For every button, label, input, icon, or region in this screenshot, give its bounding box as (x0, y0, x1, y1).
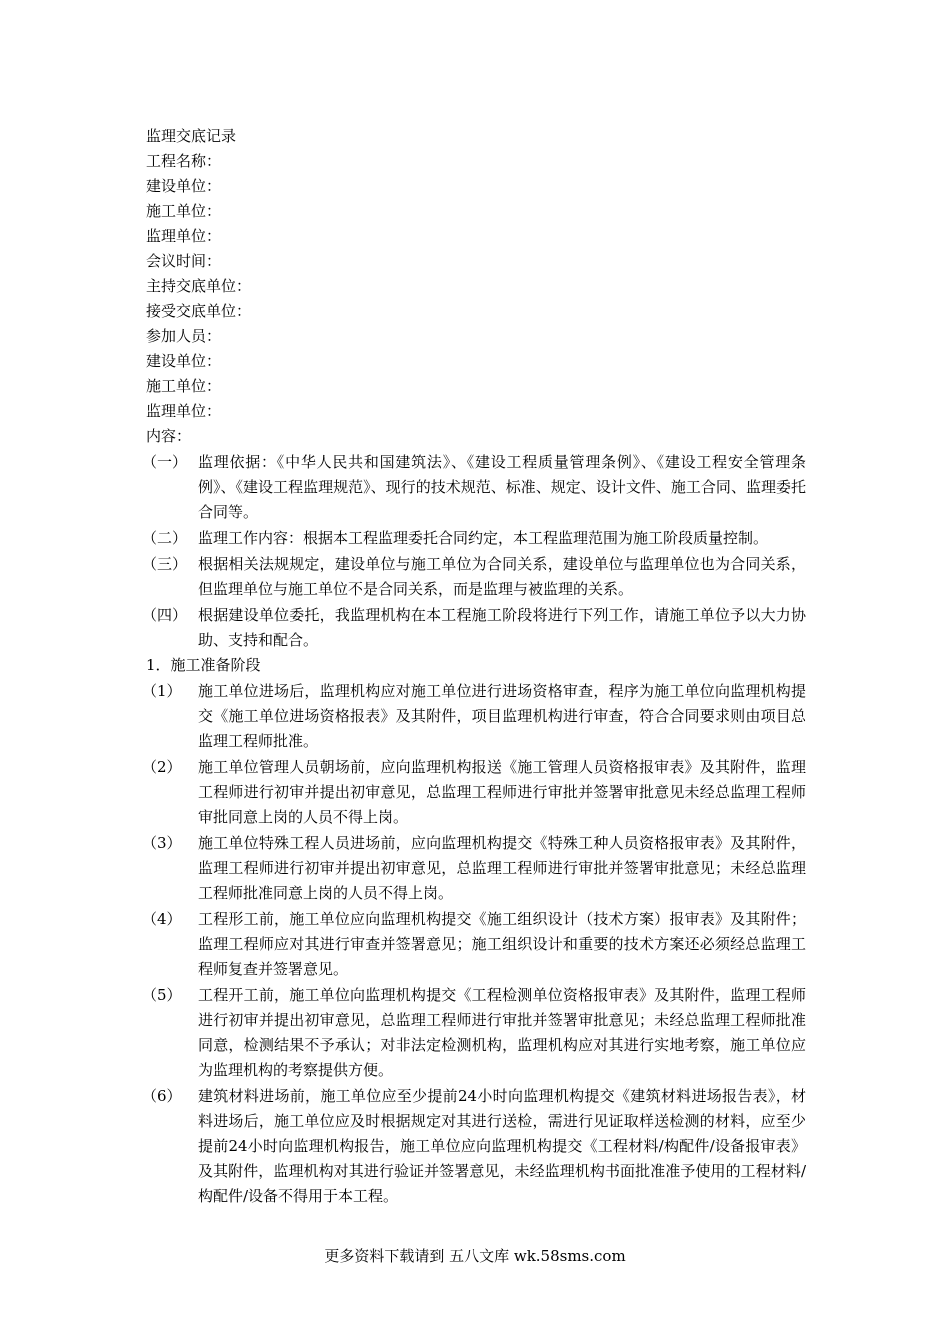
section-item (142, 907, 806, 982)
content-item-text: 监理依据：《中华人民共和国建筑法》、《建设工程质量管理条例》、《建设工程安全管理条例》、《建设工程监理规范》、现行的技术规范、标准、规定、设计文件、施工合同、监理委托合同等。 (198, 453, 806, 521)
section-item (142, 679, 806, 754)
document-title: 监理交底记录 (146, 127, 237, 145)
content-item-text: 根据建设单位委托，我监理机构在本工程施工阶段将进行下列工作，请施工单位予以大力协助、支持和配合。 (198, 606, 806, 649)
field-participant-builder-unit: 施工单位： (146, 377, 222, 395)
content-item-number: （一） (142, 453, 188, 471)
section-item-text: 工程形工前，施工单位应向监理机构提交《施工组织设计（技术方案）报审表》及其附件；监理工程师应对其进行审查并签署意见；施工组织设计和重要的技术方案还必须经总监理工程师复查并签署意见。 (198, 910, 806, 978)
section-title: 1．施工准备阶段 (146, 656, 261, 674)
section-item-text: 工程开工前，施工单位向监理机构提交《工程检测单位资格报审表》及其附件，监理工程师进行初审并提出初审意见，总监理工程师进行审批并签署审批意见；未经总监理工程师批准同意，检测结果不予承认；对非法定检测机构，监理机构应对其进行实地考察，施工单位应为监理机构的考察提供方便。 (198, 986, 806, 1079)
section-item-text: 施工单位进场后，监理机构应对施工单位进行进场资格审查，程序为施工单位向监理机构提交《施工单位进场资格报表》及其附件，项目监理机构进行审查，符合合同要求则由项目总监理工程师批准。 (198, 682, 806, 750)
content-item-text: 根据相关法规规定，建设单位与施工单位为合同关系，建设单位与监理单位也为合同关系，但监理单位与施工单位不是合同关系，而是监理与被监理的关系。 (198, 555, 806, 598)
content-item (142, 526, 806, 551)
section-item (142, 831, 806, 906)
section-item-number: （2） (142, 758, 182, 776)
section-item-text: 施工单位特殊工程人员进场前，应向监理机构提交《特殊工种人员资格报审表》及其附件，监理工程师进行初审并提出初审意见，总监理工程师进行审批并签署审批意见；未经总监理工程师批准同意上岗的人员不得上岗。 (198, 834, 806, 902)
field-builder-unit: 施工单位： (146, 202, 222, 220)
document-body (142, 124, 806, 1209)
field-host-unit: 主持交底单位： (146, 277, 252, 295)
section-item-number: （3） (142, 834, 182, 852)
field-supervision-unit: 监理单位： (146, 227, 222, 245)
section-item-text: 施工单位管理人员朝场前，应向监理机构报送《施工管理人员资格报审表》及其附件，监理工程师进行初审并提出初审意见，总监理工程师进行审批并签署审批意见未经总监理工程师审批同意上岗的人员不得上岗。 (198, 758, 806, 826)
page-footer: 更多资料下载请到 五八文库 wk.58sms.com (324, 1247, 626, 1265)
section-item-number: （4） (142, 910, 182, 928)
section-item (142, 755, 806, 830)
content-item-text: 监理工作内容：根据本工程监理委托合同约定，本工程监理范围为施工阶段质量控制。 (198, 529, 769, 547)
section-item-number: （6） (142, 1087, 182, 1105)
content-item (142, 450, 806, 525)
field-project-name: 工程名称： (146, 152, 222, 170)
section-item-text: 建筑材料进场前，施工单位应至少提前24小时向监理机构提交《建筑材料进场报告表》，材料进场后，施工单位应及时根据规定对其进行送检，需进行见证取样送检测的材料，应至少提前24小时向监理机构报告，施工单位应向监理机构提交《工程材料/构配件/设备报审表》及其附件，监理机构对其进行验证并签署意见，未经监理机构书面批准准予使用的工程材料/构配件/设备不得用于本工程。 (198, 1087, 806, 1205)
field-participants: 参加人员： (146, 327, 222, 345)
field-participant-construction-unit: 建设单位： (146, 352, 222, 370)
section-item-number: （5） (142, 986, 182, 1004)
content-item-number: （三） (142, 555, 188, 573)
field-meeting-time: 会议时间： (146, 252, 222, 270)
field-construction-unit: 建设单位： (146, 177, 222, 195)
section-item-number: （1） (142, 682, 182, 700)
field-content: 内容： (146, 427, 192, 445)
content-item-number: （二） (142, 529, 188, 547)
section-item (142, 1084, 806, 1209)
content-item-number: （四） (142, 606, 188, 624)
content-item (142, 552, 806, 602)
field-receiving-unit: 接受交底单位： (146, 302, 252, 320)
section-item (142, 983, 806, 1083)
field-participant-supervision-unit: 监理单位： (146, 402, 222, 420)
content-item (142, 603, 806, 653)
